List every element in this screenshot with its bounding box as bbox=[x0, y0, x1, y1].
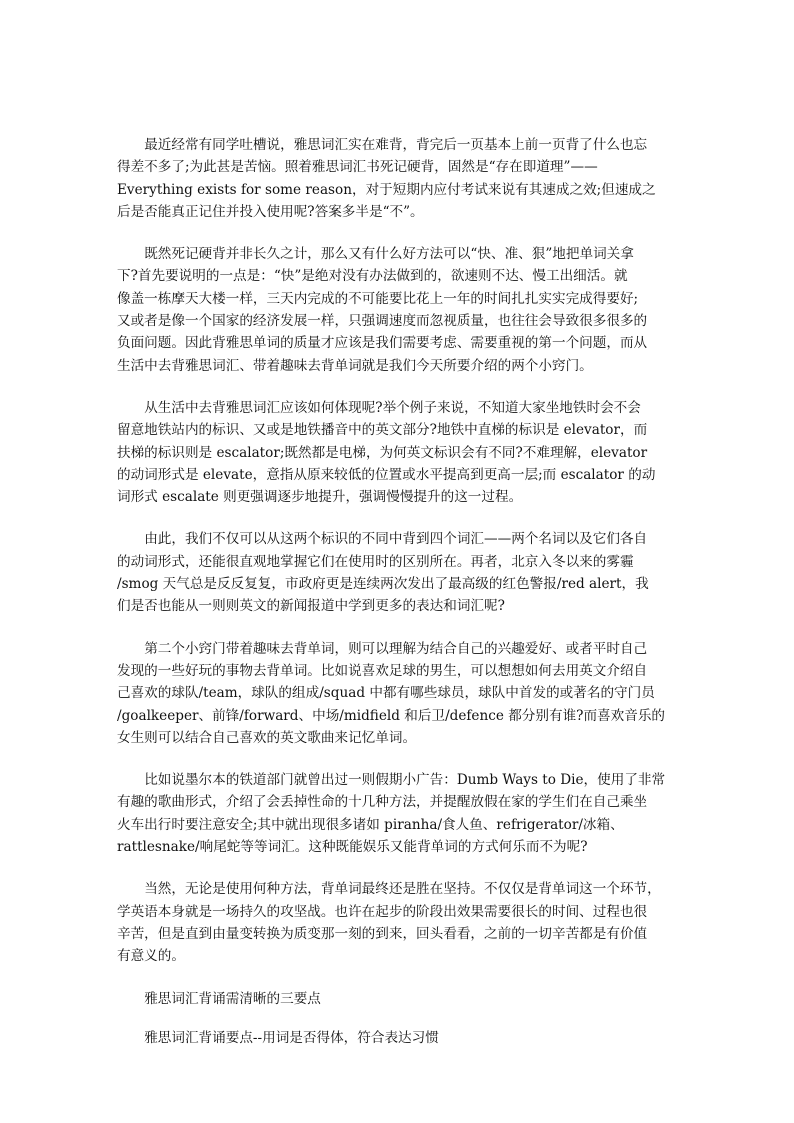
subsection-heading: 雅思词汇背诵要点--用词是否得体，符合表达习惯 bbox=[144, 1029, 439, 1046]
paragraph-6: 比如说墨尔本的铁道部门就曾出过一则假期小广告：Dumb Ways to Die，使用了非常 有趣的歌曲形式，介绍了会丢掉性命的十几种方法，并提醒放假在家的学生们在自己乘坐 火车出行时要注意安全;其中就出现很多诸如 piranha/食人鱼、refrigerator/冰箱、 rattlesnake/响尾蛇等等词汇。这种既能娱乐又能背单词的方式何乐而不为呢? bbox=[117, 772, 666, 856]
section-heading: 雅思词汇背诵需清晰的三要点 bbox=[144, 990, 321, 1007]
paragraph-3: 从生活中去背雅思词汇应该如何体现呢?举个例子来说，不知道大家坐地铁时会不会 留意地铁站内的标识、又或是地铁播音中的英文部分?地铁中直梯的标识是 elevator，而 扶梯的标识则是 escalator;既然都是电梯，为何英文标识会有不同?不难理解，elevator 的动词形式是 elevate，意指从原来较低的位置或水平提高到更高一层;而 escalator 的动 词形式 escalate 则更强调逐步地提升，强调慢慢提升的这一过程。 bbox=[117, 399, 656, 506]
document-body bbox=[117, 134, 689, 1066]
paragraph-2: 既然死记硬背并非长久之计，那么又有什么好方法可以“快、准、狠”地把单词关拿 下?首先要说明的一点是：“快”是绝对没有办法做到的，欲速则不达、慢工出细活。就 像盖一栋摩天大楼一样，三天内完成的不可能要比花上一年的时间扎扎实实完成得要好; 又或者是像一个国家的经济发展一样，只强调速度而忽视质量，也往往会导致很多很多的 负面问题。因此背雅思单词的质量才应该是我们需要考虑、需要重视的第一个问题，而从 生活中去背雅思词汇、带着趣味去背单词就是我们今天所要介绍的两个小窍门。 bbox=[117, 246, 648, 374]
paragraph-4: 由此，我们不仅可以从这两个标识的不同中背到四个词汇——两个名词以及它们各自 的动词形式，还能很直观地掌握它们在使用时的区别所在。再者，北京入冬以来的雾霾 /smog 天气总是反反复复，市政府更是连续两次发出了最高级的红色警报/red alert，我 们是否也能从一则则英文的新闻报道中学到更多的表达和词汇呢? bbox=[117, 531, 649, 615]
paragraph-5: 第二个小窍门带着趣味去背单词，则可以理解为结合自己的兴趣爱好、或者平时自己 发现的一些好玩的事物去背单词。比如说喜欢足球的男生，可以想想如何去用英文介绍自 己喜欢的球队/team，球队的组成/squad 中都有哪些球员，球队中首发的或著名的守门员 /goalkeeper、前锋/forward、中场/midfield 和后卫/defence 都分别有谁?而喜欢音乐的 女生则可以结合自己喜欢的英文歌曲来记忆单词。 bbox=[117, 640, 666, 746]
paragraph-7: 当然，无论是使用何种方法，背单词最终还是胜在坚持。不仅仅是背单词这一个环节， 学英语本身就是一场持久的攻坚战。也许在起步的阶段出效果需要很长的时间、过程也很 辛苦，但是直到由量变转换为质变那一刻的到来，回头看看，之前的一切辛苦都是有价值 有意义的。 bbox=[117, 881, 661, 965]
paragraph-1: 最近经常有同学吐槽说，雅思词汇实在难背，背完后一页基本上前一页背了什么也忘 得差不多了;为此甚是苦恼。照着雅思词汇书死记硬背，固然是“存在即道理”—— Everything exists for some reason，对于短期内应付考试来说有其速成之效;但速成之 后是否能真正记住并投入使用呢?答案多半是“不”。 bbox=[117, 137, 656, 220]
